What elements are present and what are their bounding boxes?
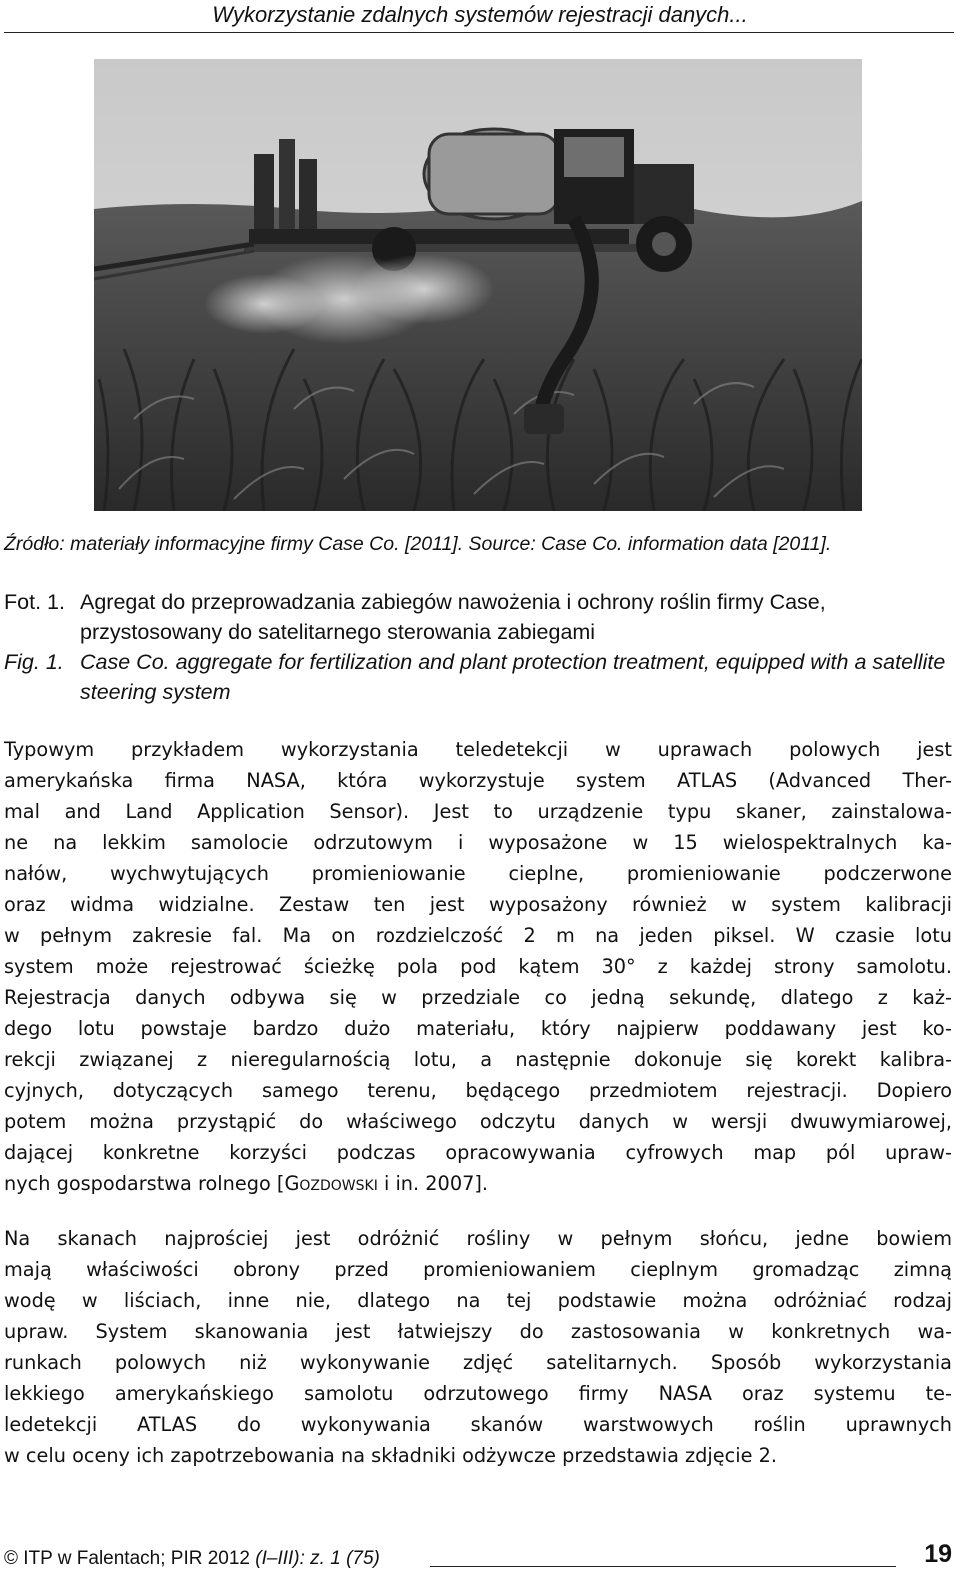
- line-prefix: nych gospodarstwa rolnego [: [4, 1172, 285, 1195]
- text-line: potem można przystąpić do właściwego odczytu danych w wersji dwuwymiarowej,: [4, 1110, 952, 1133]
- text-line: nałów, wychwytujących promieniowanie cieplne, promieniowanie podczerwone: [4, 862, 952, 885]
- text-line: cyjnych, dotyczących samego terenu, będącego przedmiotem rejestracji. Dopiero: [4, 1079, 952, 1102]
- figure-caption: [4, 587, 954, 707]
- text-line-last: [4, 1168, 952, 1199]
- text-line: ne na lekkim samolocie odrzutowym i wyposażone w 15 wielospektralnych ka-: [4, 831, 952, 854]
- text-line: rekcji związanej z nieregularnością lotu, a następnie dokonuje się korekt kalibra-: [4, 1048, 952, 1071]
- text-line: w celu oceny ich zapotrzebowania na składniki odżywcze przedstawia zdjęcie 2.: [4, 1444, 777, 1467]
- line-suffix: i in. 2007].: [377, 1172, 488, 1195]
- figure-source-note: Źródło: materiały informacyjne firmy Case Co. [2011]. Source: Case Co. information data [2011].: [4, 533, 832, 555]
- caption-label-pl: Fot. 1.: [4, 590, 65, 614]
- caption-english: [4, 647, 954, 707]
- citation-author: Gozdowski: [284, 1172, 378, 1195]
- page-number: 19: [924, 1540, 952, 1568]
- text-line: w pełnym zakresie fal. Ma on rozdzielczość 2 m na jeden piksel. W czasie lotu: [4, 924, 952, 947]
- text-line: Rejestracja danych odbywa się w przedziale co jedną sekundę, dlatego z każ-: [4, 986, 952, 1009]
- figure-photo: [94, 59, 862, 511]
- text-line: dającej konkretne korzyści podczas opracowywania cyfrowych map pól upraw-: [4, 1141, 952, 1164]
- publisher-text: © ITP w Falentach; PIR 2012: [4, 1548, 256, 1569]
- text-line: Typowym przykładem wykorzystania teledetekcji w uprawach polowych jest: [4, 738, 952, 761]
- text-line: amerykańska firma NASA, która wykorzystuje system ATLAS (Advanced Ther-: [4, 769, 952, 792]
- footer-rule: [430, 1566, 896, 1567]
- text-line: upraw. System skanowania jest łatwiejszy do zastosowania w konkretnych wa-: [4, 1320, 952, 1343]
- caption-text-pl: Agregat do przeprowadzania zabiegów nawożenia i ochrony roślin firmy Case, przystosowany do satelitarnego sterowania zabiegami: [80, 590, 826, 644]
- body-paragraph-1: [4, 734, 952, 1199]
- text-line: wodę w liściach, inne nie, dlatego na tej podstawie można odróżniać rodzaj: [4, 1289, 952, 1312]
- text-line: ledetekcji ATLAS do wykonywania skanów warstwowych roślin uprawnych: [4, 1413, 952, 1436]
- text-line: oraz widma widzialne. Zestaw ten jest wyposażony również w system kalibracji: [4, 893, 952, 916]
- text-line: mają właściwości obrony przed promieniowaniem cieplnym gromadząc zimną: [4, 1258, 952, 1281]
- running-title: Wykorzystanie zdalnych systemów rejestracji danych...: [212, 2, 748, 27]
- sprayer-in-cornfield-photo: [94, 59, 862, 511]
- issue-text: (I–III): z. 1 (75): [255, 1548, 380, 1569]
- caption-polish: [4, 587, 954, 647]
- body-paragraph-2: [4, 1223, 952, 1471]
- header-rule: [4, 32, 954, 33]
- text-line: dego lotu powstaje bardzo dużo materiału, który najpierw poddawany jest ko-: [4, 1017, 952, 1040]
- text-line: system może rejestrować ścieżkę pola pod kątem 30° z każdej strony samolotu.: [4, 955, 952, 978]
- caption-label-en: Fig. 1.: [4, 650, 64, 674]
- text-line: runkach polowych niż wykonywanie zdjęć satelitarnych. Sposób wykorzystania: [4, 1351, 952, 1374]
- caption-text-en: Case Co. aggregate for fertilization and plant protection treatment, equipped with a satellite steering system: [80, 650, 946, 704]
- text-line: Na skanach najprościej jest odróżnić rośliny w pełnym słońcu, jedne bowiem: [4, 1227, 952, 1250]
- text-line: lekkiego amerykańskiego samolotu odrzutowego firmy NASA oraz systemu te-: [4, 1382, 952, 1405]
- footer-publisher: [4, 1548, 380, 1570]
- text-line: mal and Land Application Sensor). Jest to urządzenie typu skaner, zainstalowa-: [4, 800, 952, 823]
